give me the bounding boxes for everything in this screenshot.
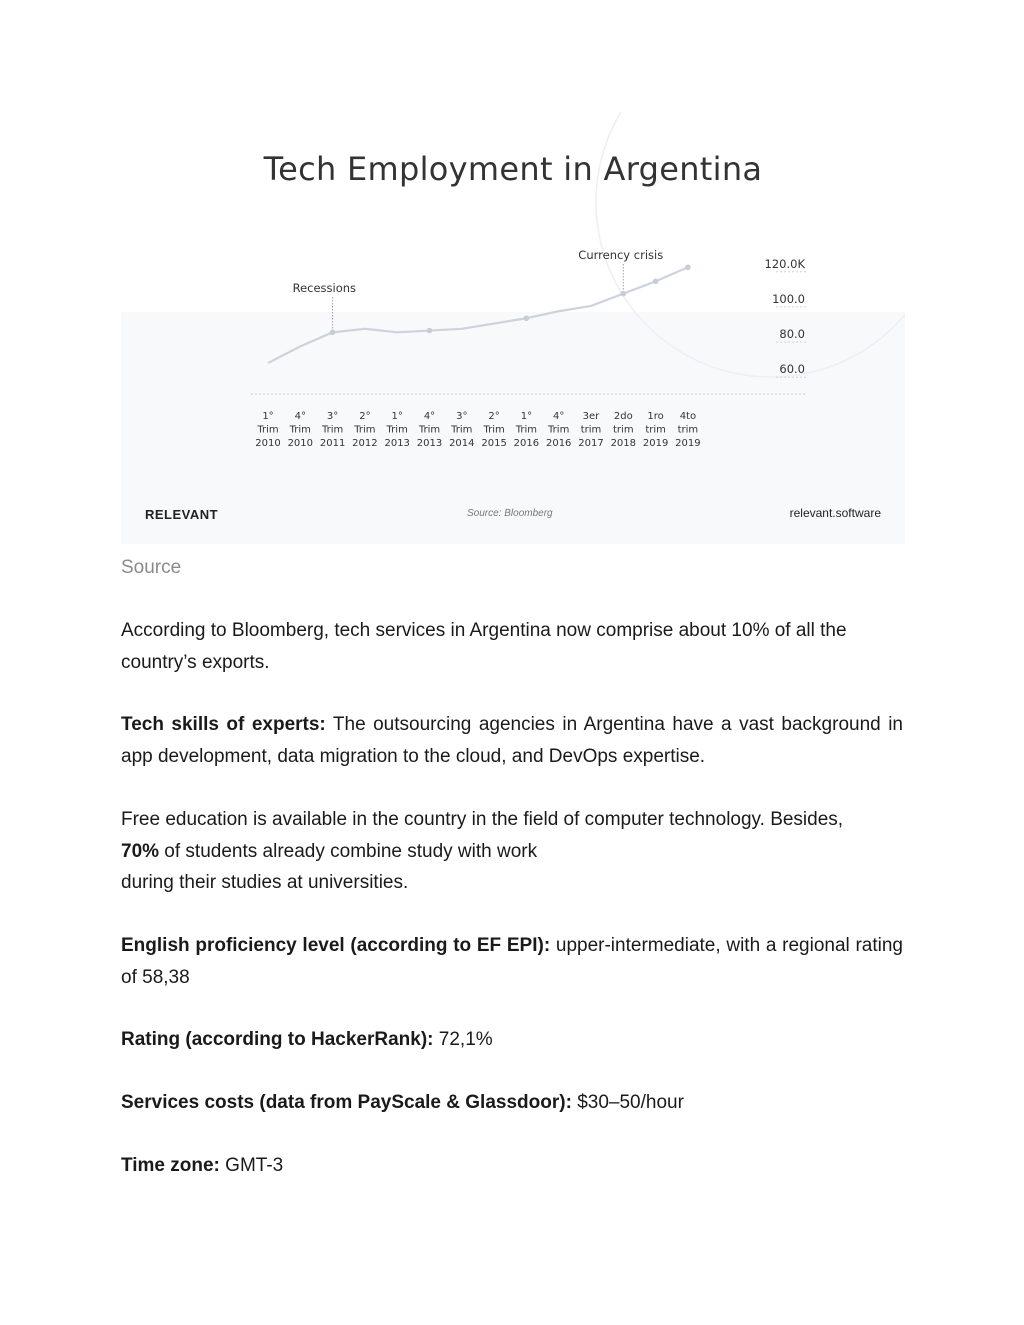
paragraph-costs bbox=[121, 1087, 903, 1119]
chart-plot bbox=[121, 112, 905, 544]
timezone-text: GMT-3 bbox=[219, 1155, 284, 1176]
x-tick-label: 1° bbox=[391, 411, 403, 422]
x-tick-label: 1° bbox=[520, 411, 533, 422]
paragraph-tech-skills bbox=[121, 709, 903, 772]
x-tick-label: Trim bbox=[515, 424, 538, 436]
image-caption: Source bbox=[121, 557, 182, 578]
x-tick-label: Trim bbox=[483, 424, 505, 436]
x-tick-label: 2017 bbox=[578, 438, 604, 449]
rating-text: 72,1% bbox=[433, 1029, 493, 1050]
x-tick-label: 2016 bbox=[513, 438, 540, 449]
paragraph-exports-text: According to Bloomberg, tech services in Argentina now comprise about 10% of all the country’s exports. bbox=[121, 620, 847, 673]
x-tick-label: 2010 bbox=[255, 438, 281, 449]
x-tick-label: 4° bbox=[423, 411, 436, 422]
paragraph-education bbox=[121, 804, 903, 899]
x-tick-label: 4to bbox=[679, 411, 697, 422]
x-tick-label: Trim bbox=[354, 424, 376, 436]
paragraph-rating bbox=[121, 1024, 903, 1056]
x-tick-label: 4° bbox=[553, 411, 565, 422]
education-line-2-text: of students already combine study with work bbox=[159, 840, 538, 862]
timezone-label: Time zone: bbox=[121, 1155, 220, 1176]
x-tick-label: 2013 bbox=[384, 438, 410, 449]
y-tick-label: 80.0 bbox=[779, 327, 805, 342]
x-tick-label: Trim bbox=[548, 424, 570, 436]
x-tick-label: 2012 bbox=[352, 438, 378, 449]
data-point bbox=[524, 315, 530, 321]
x-tick-label: 1° bbox=[262, 411, 274, 422]
data-point bbox=[330, 330, 336, 336]
education-line-1: Free education is available in the country in the field of computer technology. Besides, bbox=[121, 809, 844, 830]
y-tick-label: 60.0 bbox=[779, 362, 805, 377]
data-point bbox=[427, 328, 433, 334]
x-tick-label: 3° bbox=[326, 411, 339, 422]
annotation-label: Recessions bbox=[292, 281, 357, 295]
x-tick-label: 1ro bbox=[647, 411, 664, 422]
data-point bbox=[621, 291, 627, 297]
x-tick-label: 2018 bbox=[610, 438, 637, 449]
chart-source-note: Source: Bloomberg bbox=[467, 508, 553, 519]
costs-text: $30–50/hour bbox=[571, 1092, 684, 1113]
x-tick-label: 2° bbox=[488, 411, 500, 422]
x-tick-label: trim bbox=[580, 424, 602, 436]
education-percent: 70% bbox=[121, 840, 160, 862]
x-tick-label: Trim bbox=[257, 424, 279, 436]
x-tick-label: trim bbox=[645, 424, 666, 436]
x-tick-label: Trim bbox=[321, 424, 344, 436]
chart-title: Tech Employment in Argentina bbox=[263, 150, 763, 188]
y-tick-label: 100.0 bbox=[772, 291, 805, 306]
x-tick-label: 2013 bbox=[416, 438, 443, 449]
x-tick-label: 2do bbox=[613, 411, 633, 422]
x-tick-label: 2015 bbox=[481, 438, 507, 449]
english-label: English proficiency level (according to EF EPI): bbox=[121, 935, 551, 956]
x-tick-label: 2014 bbox=[449, 438, 475, 449]
data-point bbox=[685, 265, 691, 271]
rating-label: Rating (according to HackerRank): bbox=[121, 1029, 434, 1050]
x-tick-label: 4° bbox=[294, 411, 306, 422]
x-tick-label: 3° bbox=[456, 411, 468, 422]
x-tick-label: Trim bbox=[386, 424, 408, 436]
x-tick-label: 2010 bbox=[287, 438, 314, 449]
data-point bbox=[653, 279, 659, 285]
x-tick-label: trim bbox=[677, 424, 699, 436]
costs-label: Services costs (data from PayScale & Glassdoor): bbox=[121, 1092, 572, 1113]
education-line-2 bbox=[121, 836, 903, 868]
brand-logo-text: RELEVANT bbox=[145, 507, 219, 522]
tech-skills-label: Tech skills of experts: bbox=[121, 714, 326, 735]
education-line-3: during their studies at universities. bbox=[121, 872, 409, 893]
x-tick-label: 2016 bbox=[545, 438, 572, 449]
annotation-label: Currency crisis bbox=[578, 248, 664, 262]
y-tick-label: 120.0K bbox=[764, 256, 805, 271]
x-tick-label: 2° bbox=[359, 411, 371, 422]
english-text: upper-intermediate, with a regional rating of 58,38 bbox=[121, 935, 904, 988]
paragraph-english bbox=[121, 930, 903, 993]
x-tick-label: Trim bbox=[418, 424, 441, 436]
x-tick-label: 2019 bbox=[642, 438, 669, 449]
x-tick-label: 2011 bbox=[319, 438, 346, 449]
paragraph-timezone bbox=[121, 1150, 903, 1182]
x-tick-label: 3er bbox=[582, 411, 600, 422]
tech-skills-text: The outsourcing agencies in Argentina have a vast background in app development, data migration to the cloud, and DevOps expertise. bbox=[121, 714, 903, 767]
x-tick-label: Trim bbox=[289, 424, 311, 436]
x-tick-label: Trim bbox=[451, 424, 473, 436]
chart-figure bbox=[121, 112, 905, 544]
x-tick-label: 2019 bbox=[675, 438, 701, 449]
site-url: relevant.software bbox=[789, 506, 881, 520]
x-tick-label: trim bbox=[613, 424, 634, 436]
paragraph-exports bbox=[121, 615, 903, 678]
